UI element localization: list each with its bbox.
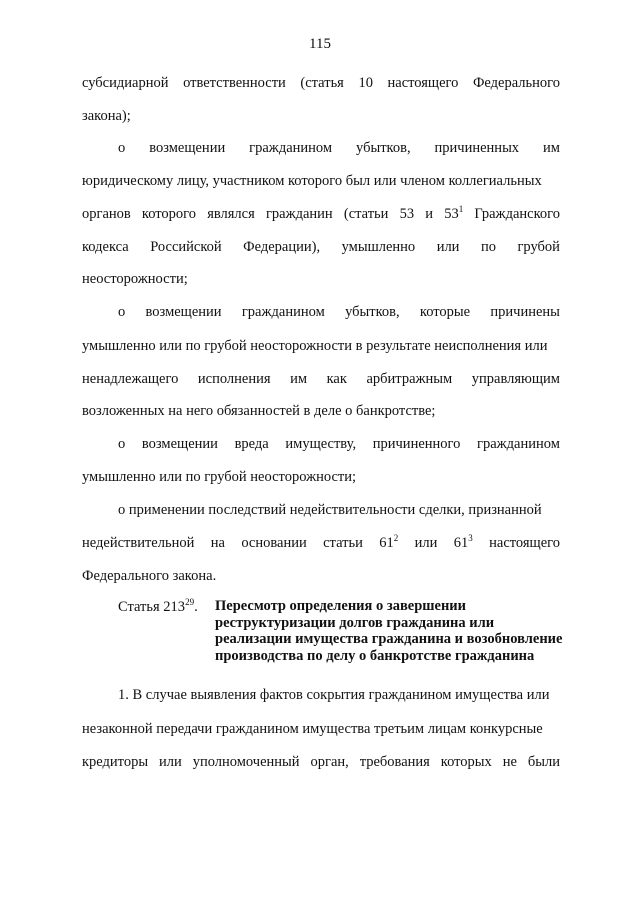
text-line-6: кодекса Российской Федерации), умышленно или по грубой: [82, 239, 560, 255]
text-line-7: неосторожности;: [82, 271, 188, 287]
article-title: Пересмотр определения о завершении реструктуризации долгов гражданина или реализации имущества гражданина и возобновление производства по делу о банкротстве гражданина: [215, 598, 563, 664]
text-line-3: о возмещении гражданином убытков, причиненных им: [118, 140, 560, 156]
text-line-5: органов которого являлся гражданин (статьи 53 и $53^1$ Гражданского: [82, 204, 560, 222]
superscript: 1: [458, 204, 464, 215]
text-line-4: юридическому лицу, участником которого был или членом коллегиальных: [82, 173, 542, 189]
superscript: 3: [468, 533, 473, 544]
text-line-10: ненадлежащего исполнения им как арбитражным управляющим: [82, 371, 560, 387]
page-number: 115: [309, 36, 331, 52]
text-line-16: Федерального закона.: [82, 568, 217, 584]
text-line-2: закона);: [82, 108, 131, 124]
article-label: Статья $213^{29}$.: [118, 597, 198, 615]
text-line-9: умышленно или по грубой неосторожности в результате неисполнения или: [82, 338, 548, 354]
text-line-14: о применении последствий недействительности сделки, признанной: [118, 502, 542, 518]
text-line-11: возложенных на него обязанностей в деле о банкротстве;: [82, 403, 436, 419]
text-line-12: о возмещении вреда имуществу, причиненного гражданином: [118, 436, 560, 452]
text-line-17: 1. В случае выявления фактов сокрытия гражданином имущества или: [118, 687, 550, 703]
text-line-19: кредиторы или уполномоченный орган, требования которых не были: [82, 754, 560, 770]
text-line-18: незаконной передачи гражданином имущества третьим лицам конкурсные: [82, 721, 543, 737]
superscript: 2: [393, 533, 399, 544]
text-line-13: умышленно или по грубой неосторожности;: [82, 469, 357, 485]
text-line-1: субсидиарной ответственности (статья 10 настоящего Федерального: [82, 75, 560, 91]
text-line-15: недействительной на основании статьи $61^2$ или $61^3$ настоящего: [82, 533, 560, 551]
superscript: 29: [185, 597, 195, 608]
text-line-8: о возмещении гражданином убытков, которые причинены: [118, 304, 560, 320]
